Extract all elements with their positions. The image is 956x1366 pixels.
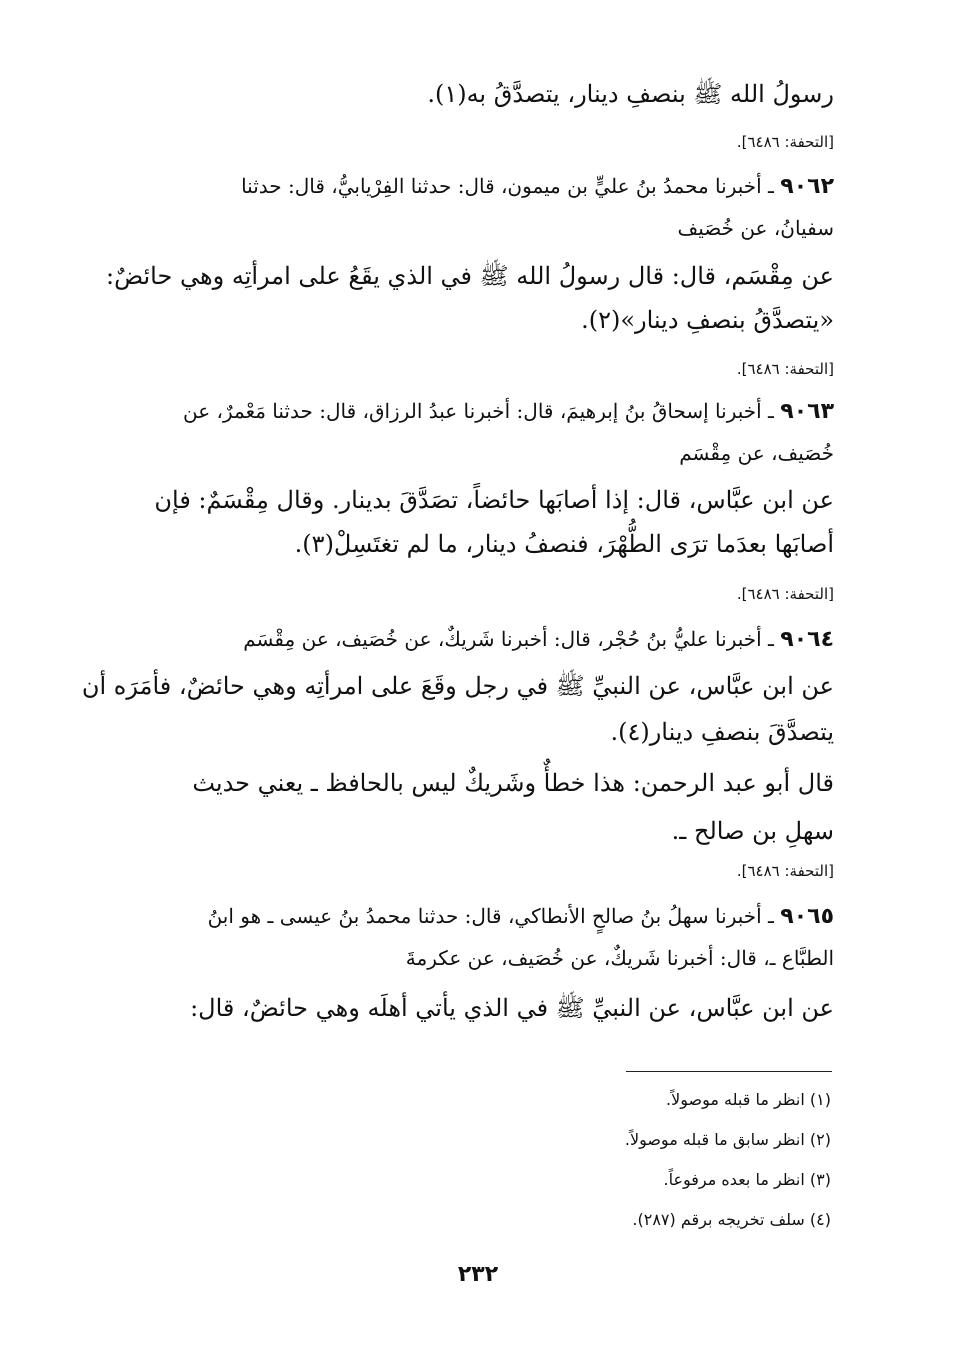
hadith-number: ٩٠٦٤	[780, 627, 834, 652]
matn-line: عن ابن عبَّاس، عن النبيِّ ﷺ في الذي يأتي أهلَه وهي حائضٌ، قال:	[190, 994, 834, 1022]
matn-line: يتصدَّقَ بنصفِ دينار(٤).	[610, 718, 834, 746]
tuhfa-reference: [التحفة: ٦٤٨٦].	[736, 133, 834, 151]
hadith-9063-isnad	[183, 399, 834, 425]
isnad-line: خُصَيف، عن مِقْسَم	[679, 441, 834, 465]
footnote: (١) انظر ما قبله موصولاً.	[666, 1090, 831, 1109]
hadith-9062-isnad	[128, 174, 834, 200]
tuhfa-reference: [التحفة: ٦٤٨٦].	[736, 862, 834, 880]
hadith-number: ٩٠٦٥	[780, 904, 834, 929]
hadith-number: ٩٠٦٣	[780, 399, 834, 424]
hadith-9064-isnad	[243, 627, 834, 653]
matn-line: عن ابن عبَّاس، قال: إذا أصابَها حائضاً، تصَدَّقَ بدينار. وقال مِقْسَمٌ: فإن	[154, 486, 834, 514]
isnad-line: الطبَّاع ـ، قال: أخبرنا شَريكٌ، عن خُصَيف، عن عكرمةَ	[405, 946, 834, 970]
footnote: (٣) انظر ما بعده مرفوعاً.	[663, 1170, 831, 1189]
page-number: ٢٣٢	[457, 1262, 499, 1287]
isnad-text: ـ أخبرنا إسحاقُ بنُ إبرهيمَ، قال: أخبرنا عبدُ الرزاق، قال: حدثنا مَعْمرٌ، عن	[183, 399, 774, 423]
footnote-divider	[626, 1071, 832, 1072]
commentary-line: قال أبو عبد الرحمن: هذا خطأٌ وشَريكٌ ليس بالحافظ ـ يعني حديث	[192, 769, 834, 797]
matn-line: عن مِقْسَم، قال: قال رسولُ الله ﷺ في الذي يقَعُ على امرأتِه وهي حائضٌ:	[106, 262, 834, 290]
isnad-text: ـ أخبرنا محمدُ بنُ عليٍّ بن ميمون، قال: حدثنا الفِرْيابيُّ، قال: حدثنا	[241, 174, 774, 198]
matn-line: عن ابن عبَّاس، عن النبيِّ ﷺ في رجل وقَعَ على امرأتِه وهي حائضٌ، فأمَرَه أن	[81, 672, 834, 700]
matn-line: «يتصدَّقُ بنصفِ دينار»(٢).	[581, 306, 834, 334]
hadith-number: ٩٠٦٢	[780, 174, 834, 199]
tuhfa-reference: [التحفة: ٦٤٨٦].	[736, 360, 834, 378]
tuhfa-reference: [التحفة: ٦٤٨٦].	[736, 585, 834, 603]
footnote: (٤) سلف تخريجه برقم (٢٨٧).	[632, 1210, 831, 1229]
footnote: (٢) انظر سابق ما قبله موصولاً.	[624, 1130, 831, 1149]
text-line: رسولُ الله ﷺ بنصفِ دينار، يتصدَّقُ به(١).	[427, 80, 834, 108]
hadith-9065-isnad	[208, 904, 834, 930]
isnad-text: ـ أخبرنا عليُّ بنُ حُجْر، قال: أخبرنا شَريكٌ، عن خُصَيف، عن مِقْسَم	[243, 627, 774, 651]
commentary-line: سهلِ بن صالح ـ.	[671, 817, 834, 845]
matn-line: أصابَها بعدَما ترَى الطُّهْرَ، فنصفُ دينار، ما لم تغتَسِلْ(٣).	[294, 530, 834, 558]
isnad-text: ـ أخبرنا سهلُ بنُ صالحٍ الأنطاكي، قال: حدثنا محمدُ بنُ عيسى ـ هو ابنُ	[207, 904, 774, 928]
isnad-line: سفيانُ، عن خُصَيف	[677, 216, 834, 240]
